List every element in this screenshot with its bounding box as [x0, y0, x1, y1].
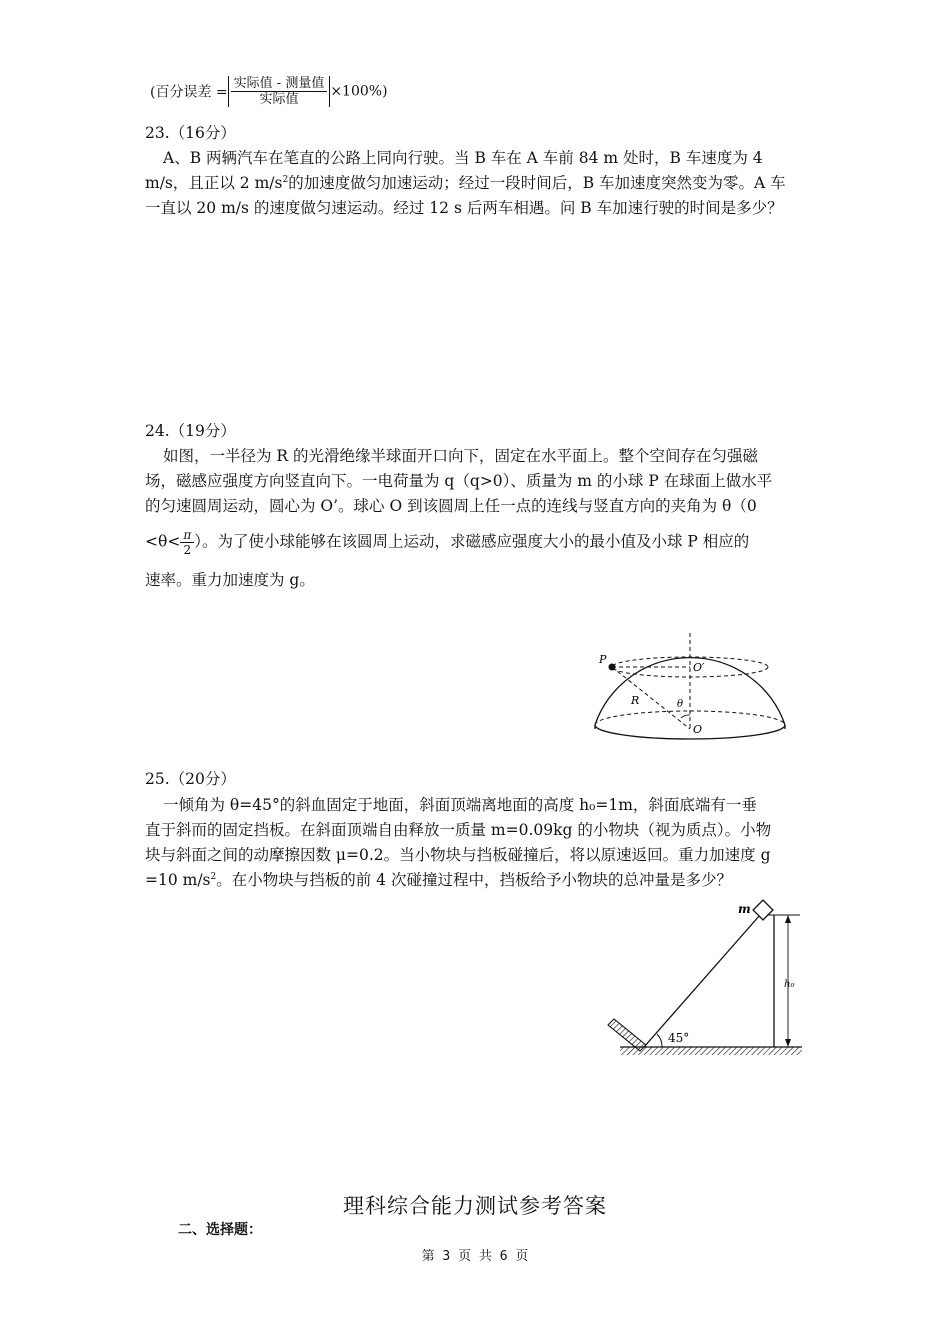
q24-line2: 场，磁感应强度方向竖直向下。一电荷量为 q（q>0）、质量为 m 的小球 P 在球面上做水平 [145, 472, 773, 490]
q25-line4-sup: 2 [210, 872, 217, 882]
formula-prefix: (百分误差 = [150, 84, 228, 101]
q23-line2-sup: 2 [282, 175, 289, 185]
angle-arc [657, 1034, 662, 1047]
answer-title: 理科综合能力测试参考答案 [343, 1194, 607, 1218]
block-m [753, 900, 773, 920]
formula-denominator: 实际值 [259, 92, 299, 107]
label-45deg: 45° [668, 1031, 690, 1045]
label-O: O [693, 723, 703, 736]
q24-header: 24.（19分） [145, 422, 236, 440]
formula-fraction [231, 76, 328, 107]
q25-line2: 直于斜而的固定挡板。在斜面顶端自由释放一质量 m=0.09kg 的小物块（视为质点）。小物 [145, 821, 772, 839]
q24-line4a: <θ< [145, 532, 181, 551]
label-O-prime: O′ [693, 661, 705, 674]
formula-numerator: 实际值 - 测量值 [231, 76, 328, 92]
incline-surface [644, 915, 760, 1047]
q25-line1: 一倾角为 θ=45°的斜血固定于地面，斜面顶端离地面的高度 h₀=1m，斜面底端有一垂 [163, 796, 757, 814]
formula-suffix: ×100%) [330, 83, 388, 100]
q25-line4a: =10 m/s [145, 871, 211, 889]
q23-line1: A、B 两辆汽车在笔直的公路上同向行驶。当 B 车在 A 车前 84 m 处时，B 车速度为 4 [163, 149, 763, 167]
ball-P [609, 664, 616, 671]
barrier-plate [608, 1019, 646, 1051]
formula-abs [228, 76, 331, 107]
theta-arc [681, 715, 690, 718]
q25-header: 25.（20分） [145, 770, 236, 788]
incline-figure [600, 895, 810, 1065]
label-h0: h₀ [784, 979, 795, 990]
radius-R-line [612, 667, 690, 729]
height-arrow-bottom [785, 1039, 791, 1047]
q23-line2 [145, 172, 786, 194]
q24-line5: 速率。重力加速度为 g。 [145, 571, 315, 589]
q25-line3: 块与斜面之间的动摩擦因数 μ=0.2。当小物块与挡板碰撞后，将以原速返回。重力加速度 g [145, 846, 771, 864]
label-m: m [738, 902, 751, 916]
label-P: P [599, 653, 607, 666]
q25-line4 [145, 869, 732, 891]
pi-over-2-fraction [180, 528, 194, 557]
q23-line2a: m/s，且正以 2 m/s [145, 174, 283, 192]
error-formula [150, 76, 388, 107]
hemisphere-figure [585, 625, 800, 750]
frac-den: 2 [183, 543, 192, 557]
section-label: 二、选择题： [178, 1222, 262, 1238]
page-footer: 第 3 页 共 6 页 [421, 1249, 529, 1264]
q23-header: 23.（16分） [145, 124, 236, 142]
height-arrow-top [785, 915, 791, 923]
frac-num: π [180, 528, 194, 543]
q24-line1: 如图，一半径为 R 的光滑绝缘半球面开口向下，固定在水平面上。整个空间存在匀强磁 [163, 447, 759, 465]
q24-line4b: ）。为了使小球能够在该圆周上运动，求磁感应强度大小的最小值及小球 P 相应的 [194, 532, 750, 551]
q24-line3: 的匀速圆周运动，圆心为 O’。球心 O 到该圆周上任一点的连线与竖直方向的夹角为 θ（0 [145, 497, 757, 515]
label-theta: θ [677, 699, 684, 710]
label-R: R [631, 694, 640, 707]
q24-line4 [145, 528, 749, 557]
q23-line2b: 的加速度做匀加速运动；经过一段时间后，B 车加速度突然变为零。A 车 [288, 174, 786, 192]
ground-hatch [620, 1047, 802, 1055]
q25-line4b: 。在小物块与挡板的前 4 次碰撞过程中，挡板给予小物块的总冲量是多少？ [216, 871, 732, 889]
q23-line3: 一直以 20 m/s 的速度做匀速运动。经过 12 s 后两车相遇。问 B 车加速行驶的时间是多少？ [145, 199, 783, 217]
